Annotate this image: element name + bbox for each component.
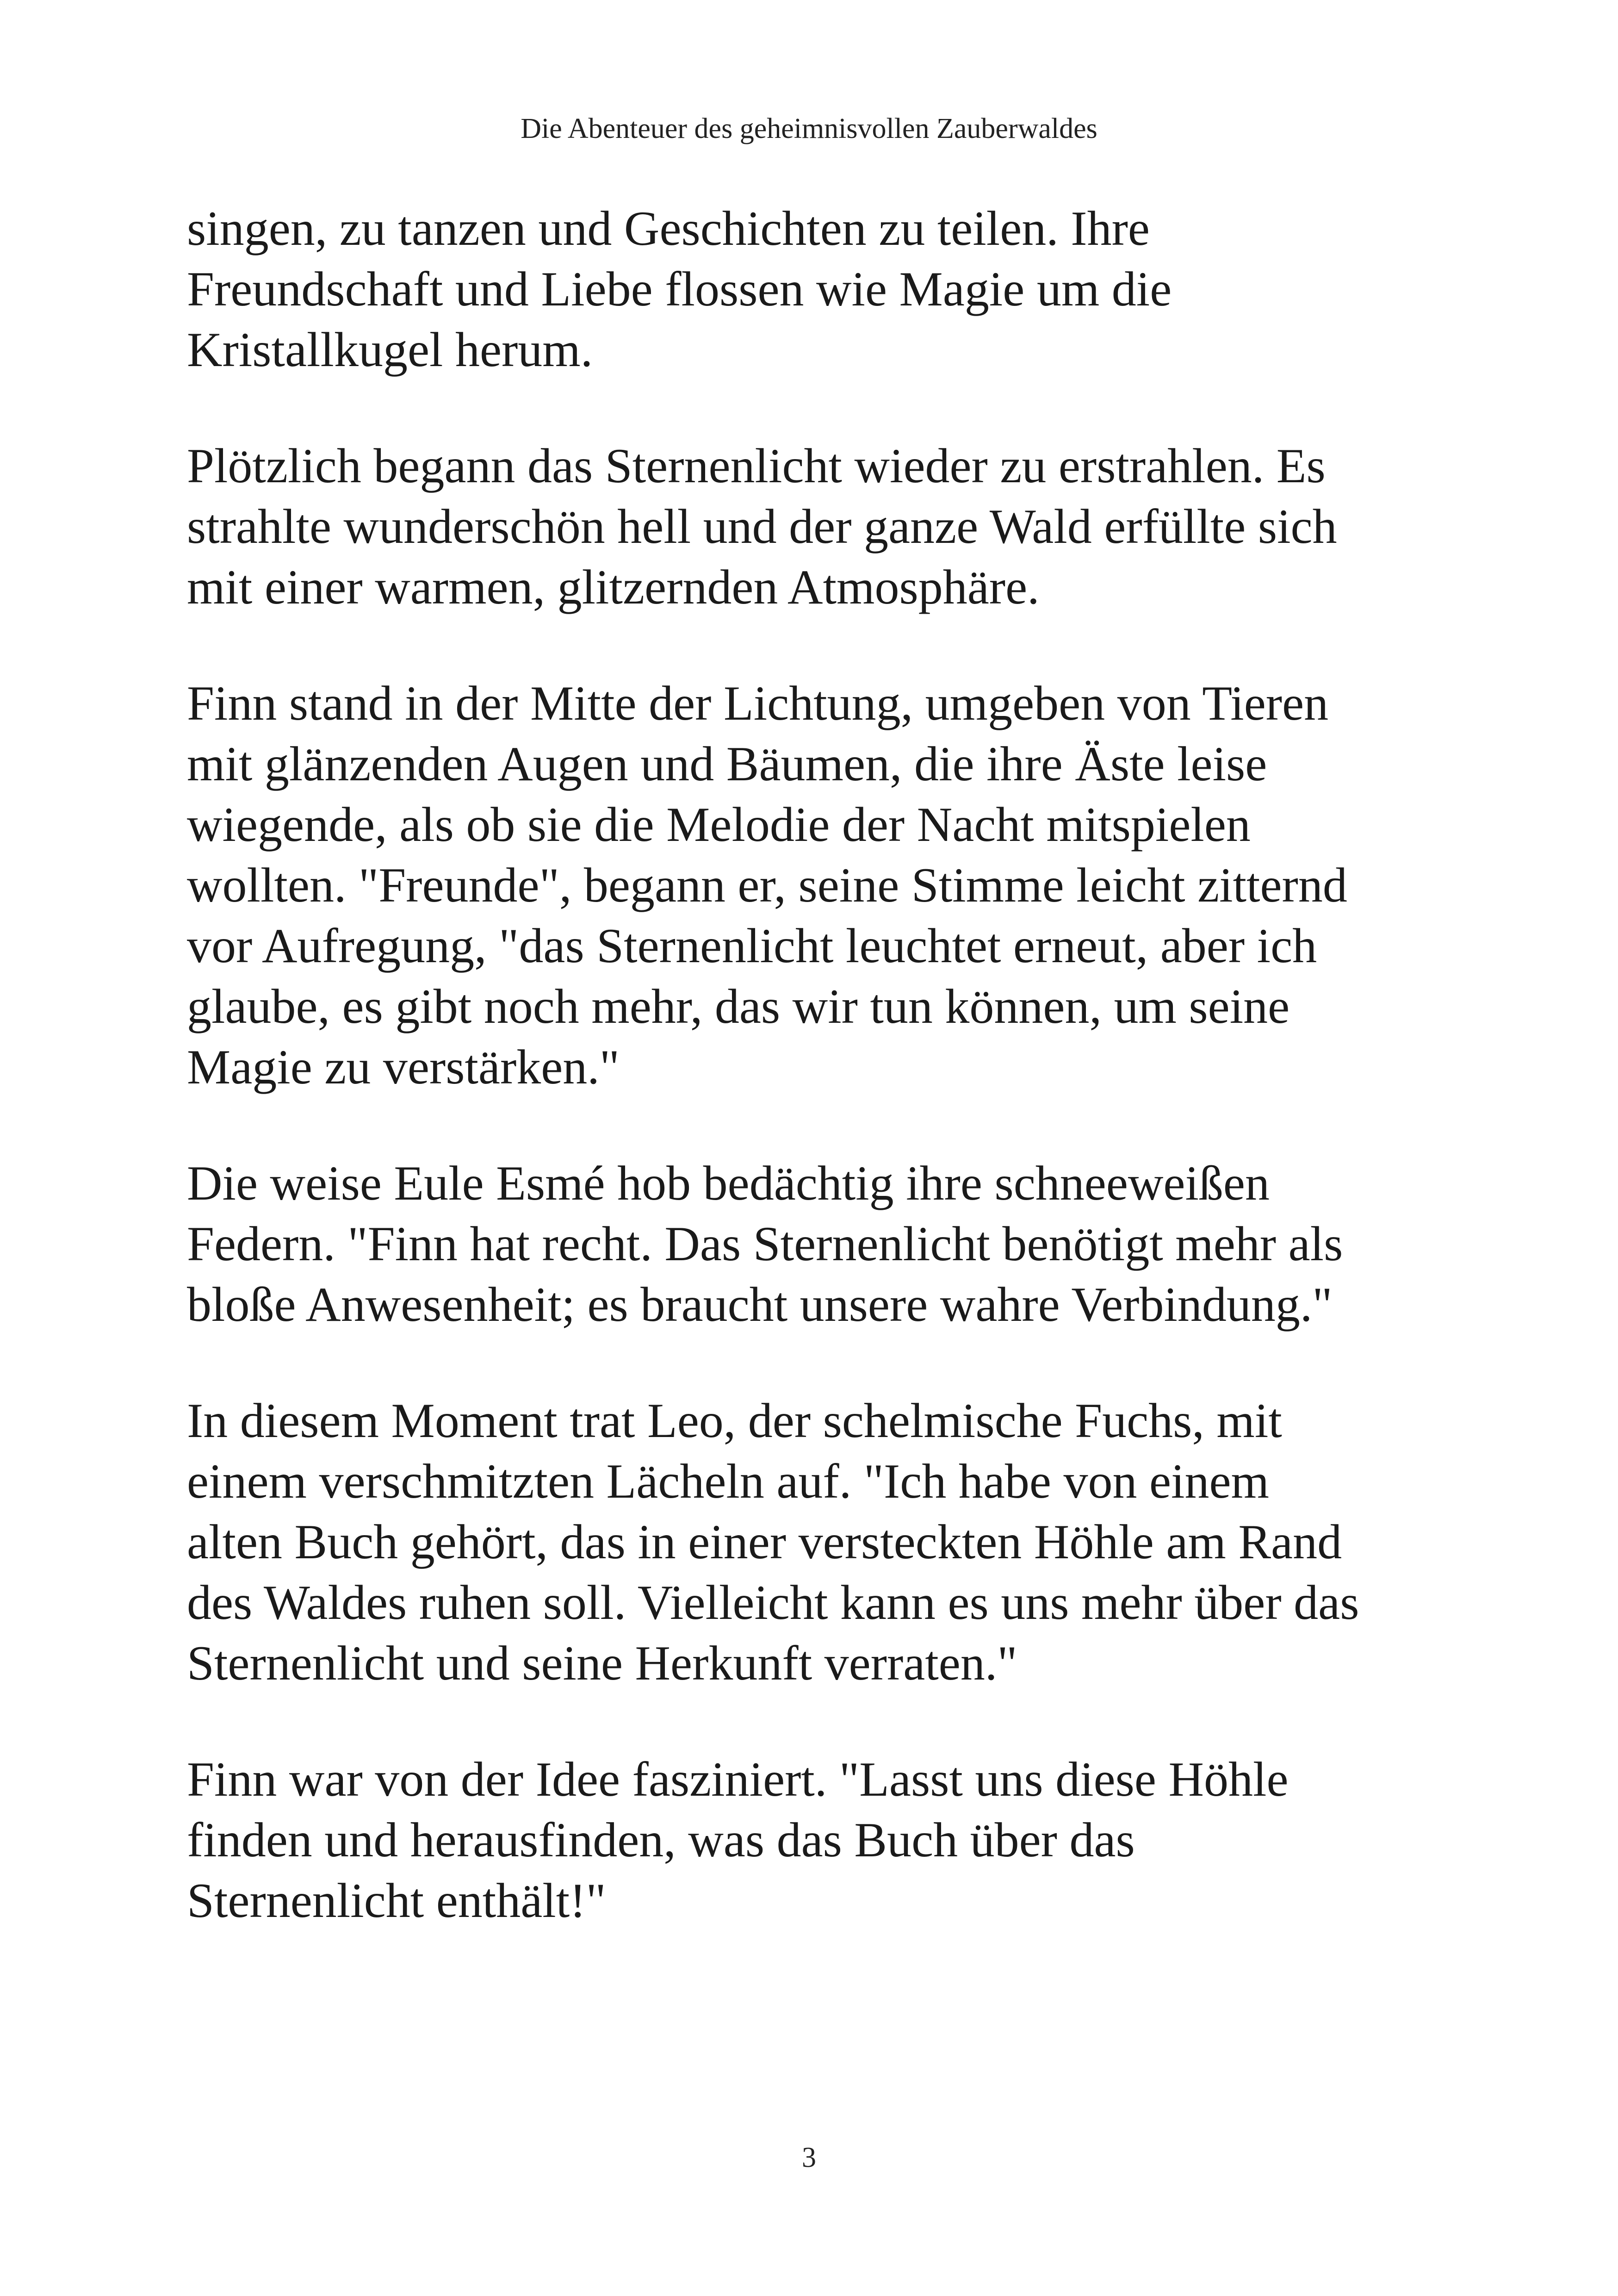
page-number: 3 (802, 2142, 816, 2173)
paragraph (187, 1153, 1464, 1335)
text-line: bloße Anwesenheit; es braucht unsere wahre Verbindung." (187, 1277, 1333, 1332)
text-line: vor Aufregung, "das Sternenlicht leuchtet erneut, aber ich (187, 919, 1317, 973)
paragraph (187, 673, 1464, 1097)
text-line: Sternenlicht und seine Herkunft verraten." (187, 1636, 1017, 1690)
text-line: wiegende, als ob sie die Melodie der Nacht mitspielen (187, 797, 1251, 852)
text-line: mit glänzenden Augen und Bäumen, die ihre Äste leise (187, 737, 1267, 791)
text-line: alten Buch gehört, das in einer versteckten Höhle am Rand (187, 1515, 1342, 1569)
text-line: Federn. "Finn hat recht. Das Sternenlicht benötigt mehr als (187, 1217, 1343, 1271)
text-line: Sternenlicht enthält!" (187, 1873, 606, 1928)
text-line: Finn war von der Idee fasziniert. "Lasst uns diese Höhle (187, 1752, 1289, 1806)
text-line: einem verschmitzten Lächeln auf. "Ich habe von einem (187, 1454, 1269, 1508)
text-line: Die weise Eule Esmé hob bedächtig ihre schneeweißen (187, 1156, 1270, 1210)
text-line: Kristallkugel herum. (187, 323, 593, 377)
text-line: singen, zu tanzen und Geschichten zu teilen. Ihre (187, 201, 1150, 255)
text-line: Freundschaft und Liebe flossen wie Magie um die (187, 262, 1172, 316)
text-line: strahlte wunderschön hell und der ganze Wald erfüllte sich (187, 499, 1337, 554)
text-line: Finn stand in der Mitte der Lichtung, umgeben von Tieren (187, 676, 1329, 730)
paragraph (187, 1390, 1464, 1693)
paragraph (187, 198, 1464, 380)
paragraph (187, 1749, 1464, 1931)
text-line: wollten. "Freunde", begann er, seine Stimme leicht zitternd (187, 858, 1347, 912)
text-line: finden und herausfinden, was das Buch über das (187, 1813, 1135, 1867)
text-line: mit einer warmen, glitzernden Atmosphäre. (187, 560, 1040, 614)
text-line: Plötzlich begann das Sternenlicht wieder zu erstrahlen. Es (187, 439, 1326, 493)
text-line: In diesem Moment trat Leo, der schelmische Fuchs, mit (187, 1394, 1282, 1448)
text-line: Magie zu verstärken." (187, 1040, 620, 1094)
text-line: des Waldes ruhen soll. Vielleicht kann es uns mehr über das (187, 1575, 1359, 1630)
running-header-title: Die Abenteuer des geheimnisvollen Zauberwaldes (521, 113, 1097, 144)
text-line: glaube, es gibt noch mehr, das wir tun können, um seine (187, 979, 1290, 1033)
body-text (187, 198, 1464, 1986)
paragraph (187, 436, 1464, 617)
